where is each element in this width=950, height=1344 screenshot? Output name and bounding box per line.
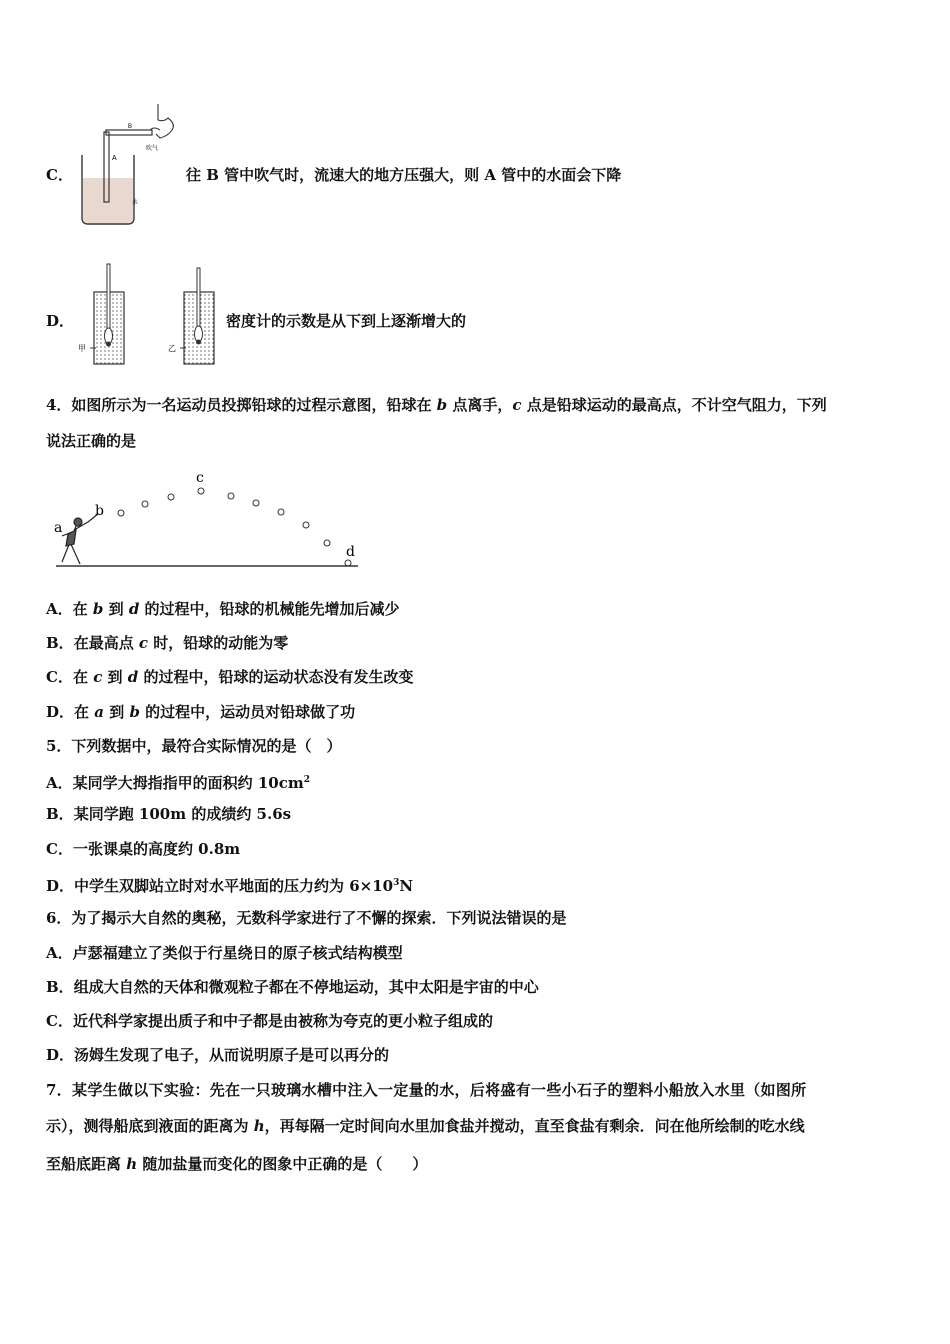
q6-option-c: C．近代科学家提出质子和中子都是由被称为夸克的更小粒子组成的 xyxy=(46,1012,493,1030)
q6-option-a: A．卢瑟福建立了类似于行星绕日的原子核式结构模型 xyxy=(46,944,403,962)
q6-option-d: D．汤姆生发现了电子，从而说明原子是可以再分的 xyxy=(46,1046,390,1064)
q3-option-c-text: 往 B 管中吹气时，流速大的地方压强大，则 A 管中的水面会下降 xyxy=(186,166,622,184)
option-label: C． xyxy=(46,166,73,184)
fig-label-a: A xyxy=(112,155,117,162)
q5-stem: 5．下列数据中，最符合实际情况的是（ ） xyxy=(46,737,342,755)
shot-put-figure xyxy=(50,470,370,574)
q7-line2: 示），测得船底到液面的距离为 h，再每隔一定时间向水里加食盐并搅动，直至食盐有剩余．问在他所绘制的吃水线 xyxy=(46,1117,805,1135)
q5-option-b: B．某同学跑 100m 的成绩约 5.6s xyxy=(46,805,292,823)
q5-option-c: C．一张课桌的高度约 0.8m xyxy=(46,840,241,858)
hydrometer-figure xyxy=(76,262,226,370)
tube-blowing-figure xyxy=(72,100,192,228)
q4-option-b: B．在最高点 c 时，铅球的动能为零 xyxy=(46,634,289,652)
q7-line1: 7．某学生做以下实验：先在一只玻璃水槽中注入一定量的水，后将盛有一些小石子的塑料小船放入水里（如图所 xyxy=(46,1081,807,1099)
point-a-label: a xyxy=(54,520,63,536)
q5-option-a: A．某同学大拇指指甲的面积约 $10cm^2$ xyxy=(46,774,311,792)
point-b-label: b xyxy=(95,503,104,519)
fig-label-yi: 乙 xyxy=(168,344,176,353)
athlete-icon xyxy=(62,514,98,564)
q3-option-c xyxy=(46,166,73,184)
fig-label-jia: 甲 xyxy=(78,344,86,353)
point-c-label: c xyxy=(196,470,204,486)
q4-option-a: A．在 b 到 d 的过程中，铅球的机械能先增加后减少 xyxy=(46,600,400,618)
fig-label-water: 水 xyxy=(132,199,139,206)
point-d-label: d xyxy=(346,544,355,560)
q7-line3: 至船底距离 h 随加盐量而变化的图象中正确的是（ ） xyxy=(46,1155,428,1173)
q4-stem-line2: 说法正确的是 xyxy=(46,432,137,450)
fig-label-b: B xyxy=(128,124,133,130)
q6-option-b: B．组成大自然的天体和微观粒子都在不停地运动，其中太阳是宇宙的中心 xyxy=(46,978,539,996)
fig-label-blow: 吹气 xyxy=(146,145,159,152)
q4-option-c: C．在 c 到 d 的过程中，铅球的运动状态没有发生改变 xyxy=(46,668,414,686)
q3-option-d-text: 密度计的示数是从下到上逐渐增大的 xyxy=(226,312,467,330)
option-label: D． xyxy=(46,312,75,330)
q4-option-d: D．在 a 到 b 的过程中，运动员对铅球做了功 xyxy=(46,703,356,721)
q5-option-d: D．中学生双脚站立时对水平地面的压力约为 $6\times 10^3N$ xyxy=(46,877,414,895)
q4-stem-line1: 4．如图所示为一名运动员投掷铅球的过程示意图，铅球在 b 点离手，c 点是铅球运动的最高点，不计空气阻力，下列 xyxy=(46,396,827,414)
q3-option-d xyxy=(46,312,74,330)
q6-stem: 6．为了揭示大自然的奥秘，无数科学家进行了不懈的探索．下列说法错误的是 xyxy=(46,909,567,927)
